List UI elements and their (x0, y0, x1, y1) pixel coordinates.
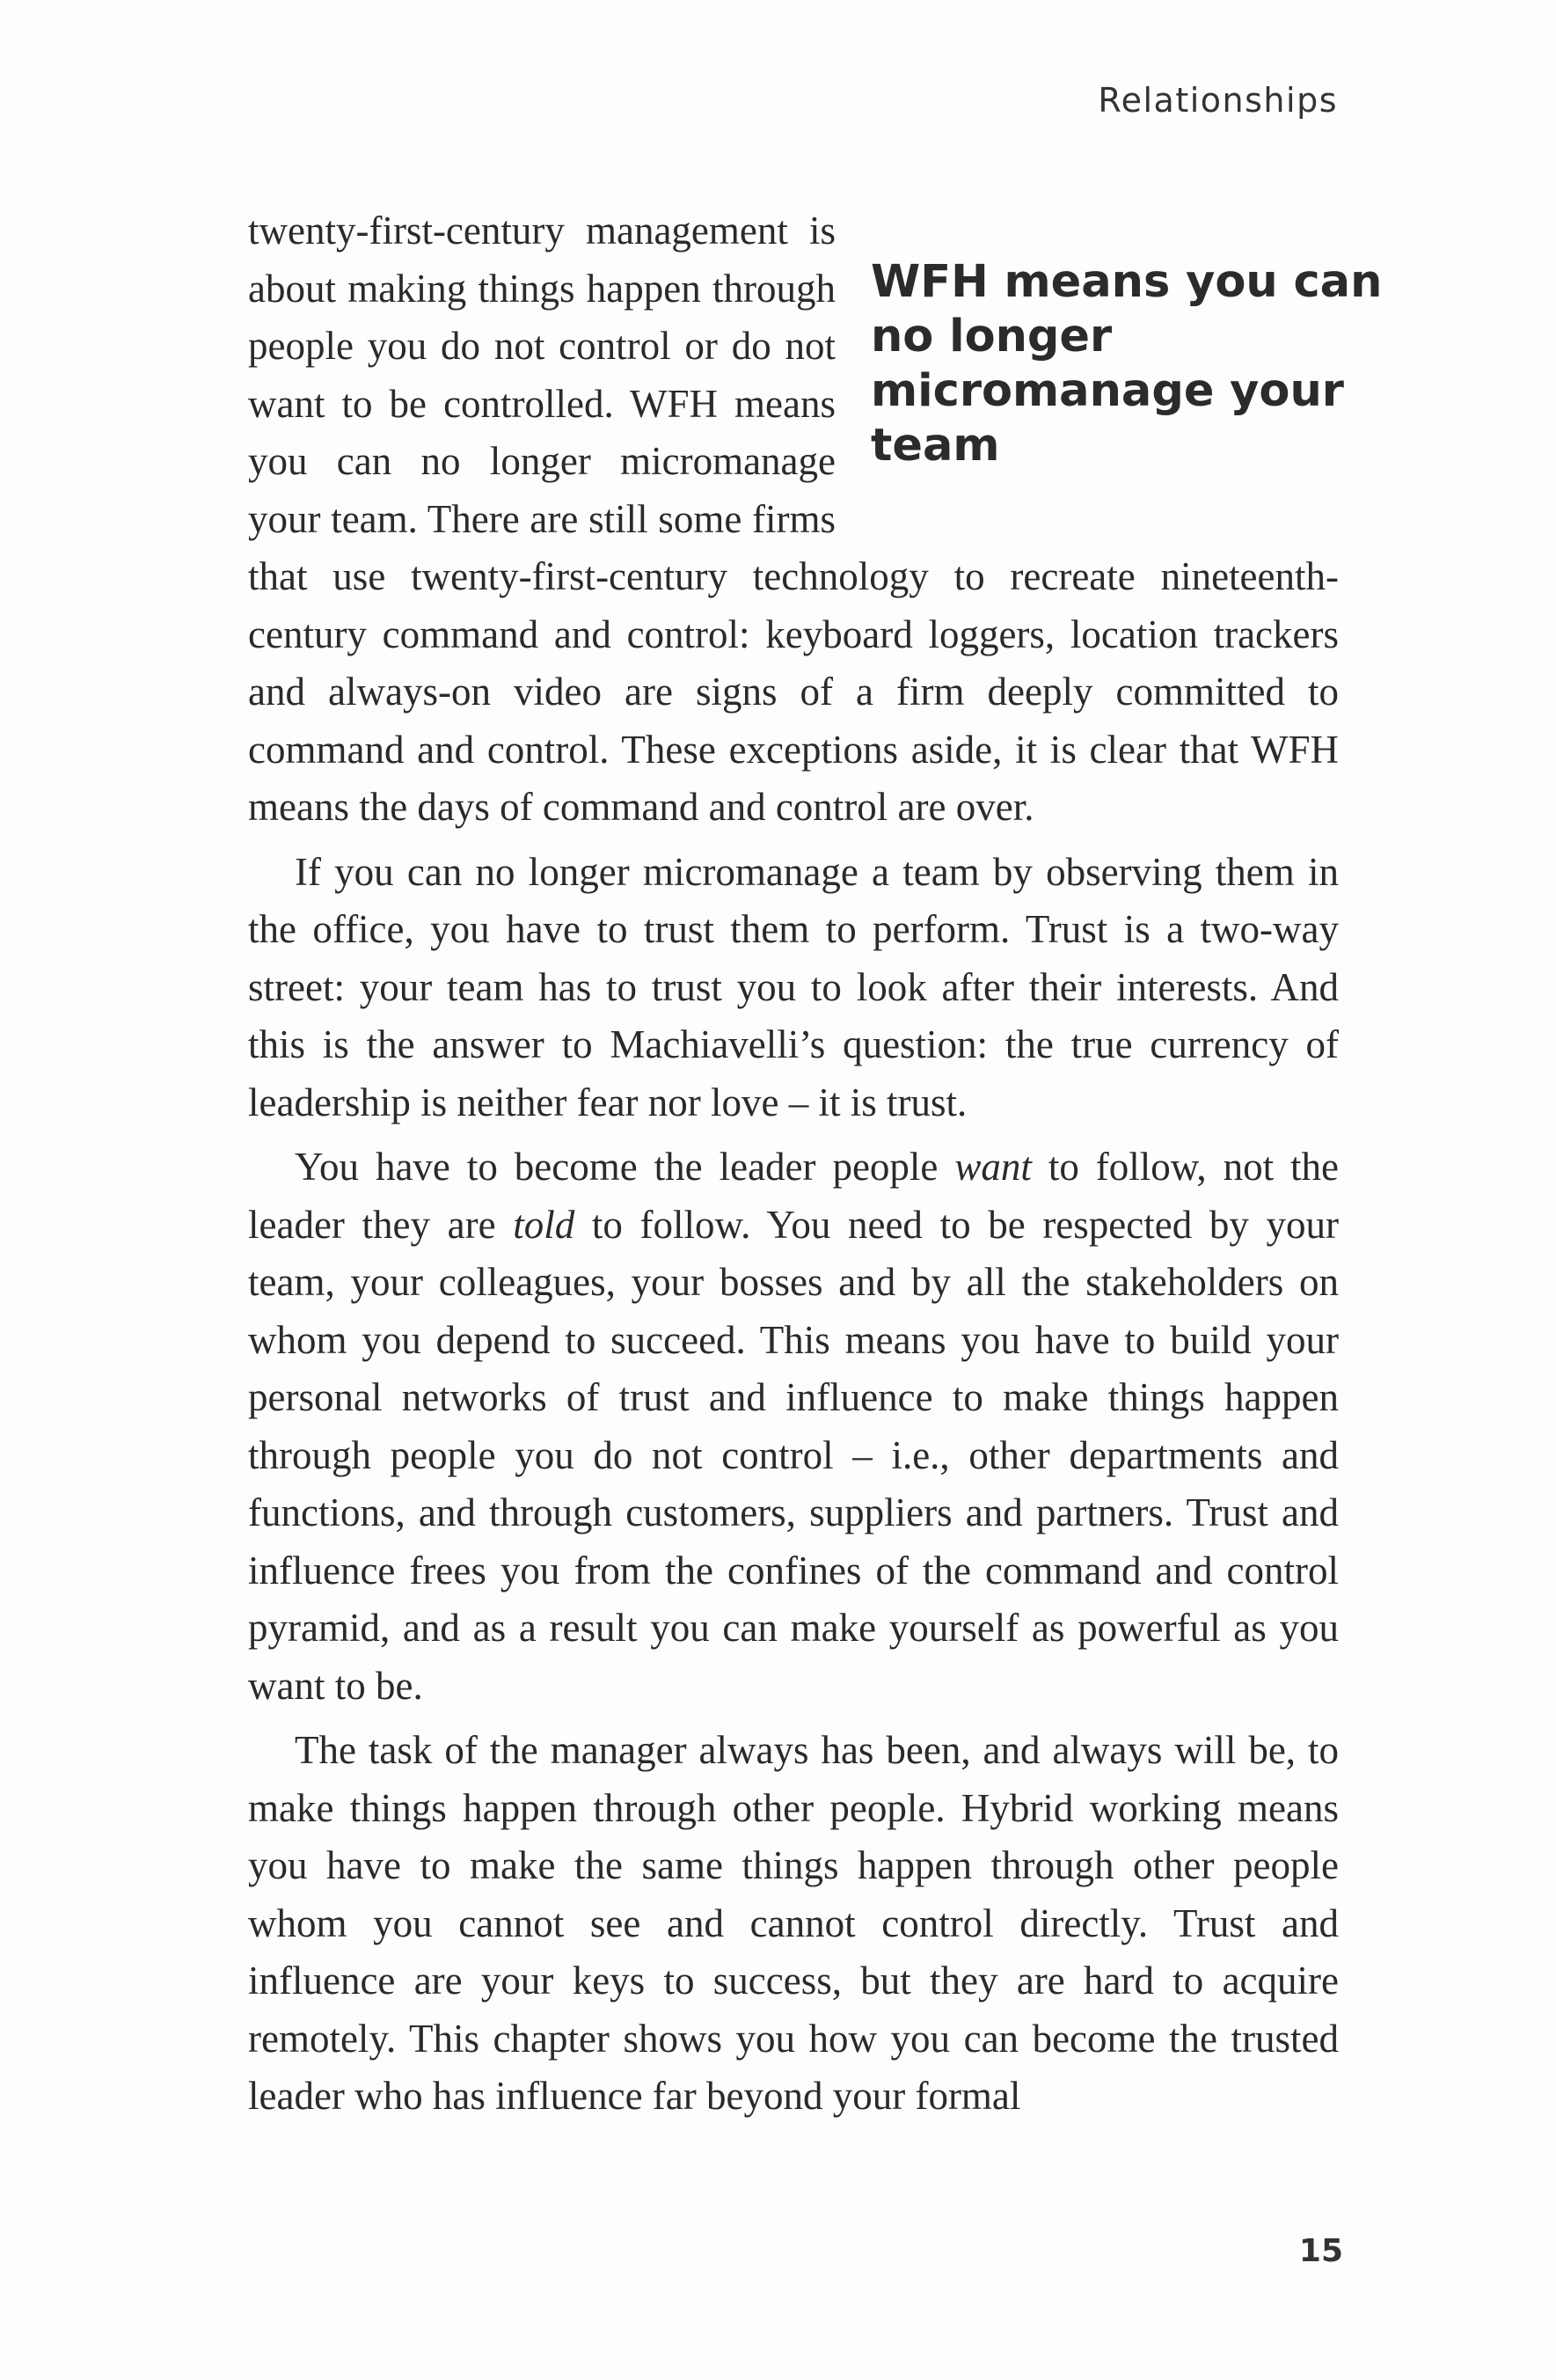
paragraph-3-text-a: You have to become the leader people (295, 1145, 955, 1189)
pull-quote: WFH means you can no longer micromanage your team (871, 256, 1383, 472)
paragraph-4: The task of the manager always has been, and always will be, to make things happen through other people. Hybrid working means you have to make the same things happen through other people whom you cannot see and cannot control directly. Trust and influence are your keys to success, but they are hard to acquire remotely. This chapter shows you how you can become the trusted leader who has influence far beyond your formal (248, 1728, 1339, 2118)
paragraph-3 (248, 1139, 1339, 1715)
running-head-title: Relationships (1098, 81, 1338, 120)
page-body (248, 202, 1383, 2126)
paragraph-2: If you can no longer micromanage a team by observing them in the office, you have to trust them to perform. Trust is a two-way street: your team has to trust you to look after their interests. And this is the answer to Machiavelli’s question: the true currency of leadership is neither fear nor love – it is trust. (248, 849, 1339, 1124)
paragraph-3-text-c: to follow. You need to be respected by your team, your colleagues, your bosses and by all the stakeholders on whom you depend to succeed. This means you have to build your personal networks of trust and influence to make things happen through people you do not control – i.e., other departments and functions, and through customers, suppliers and partners. Trust and influence frees you from the confines of the command and control pyramid, and as a result you can make yourself as powerful as you want to be. (248, 1202, 1339, 1708)
page-number: 15 (1298, 2233, 1343, 2269)
paragraph-1: twenty-first-century management is about making things happen through people you do not control or do not want to be controlled. WFH means you can no longer micromanage your team. There are still some firms that use twenty-first-century technology to recreate nineteenth-century command and control: keyboard loggers, location trackers and always-on video are signs of a firm deeply committed to command and control. These exceptions aside, it is clear that WFH means the days of command and control are over. (248, 209, 1339, 829)
emphasis-told: told (513, 1202, 575, 1247)
paragraph-3-text-b: to follow, not the leader they are (248, 1145, 1339, 1247)
emphasis-want: want (954, 1145, 1032, 1189)
